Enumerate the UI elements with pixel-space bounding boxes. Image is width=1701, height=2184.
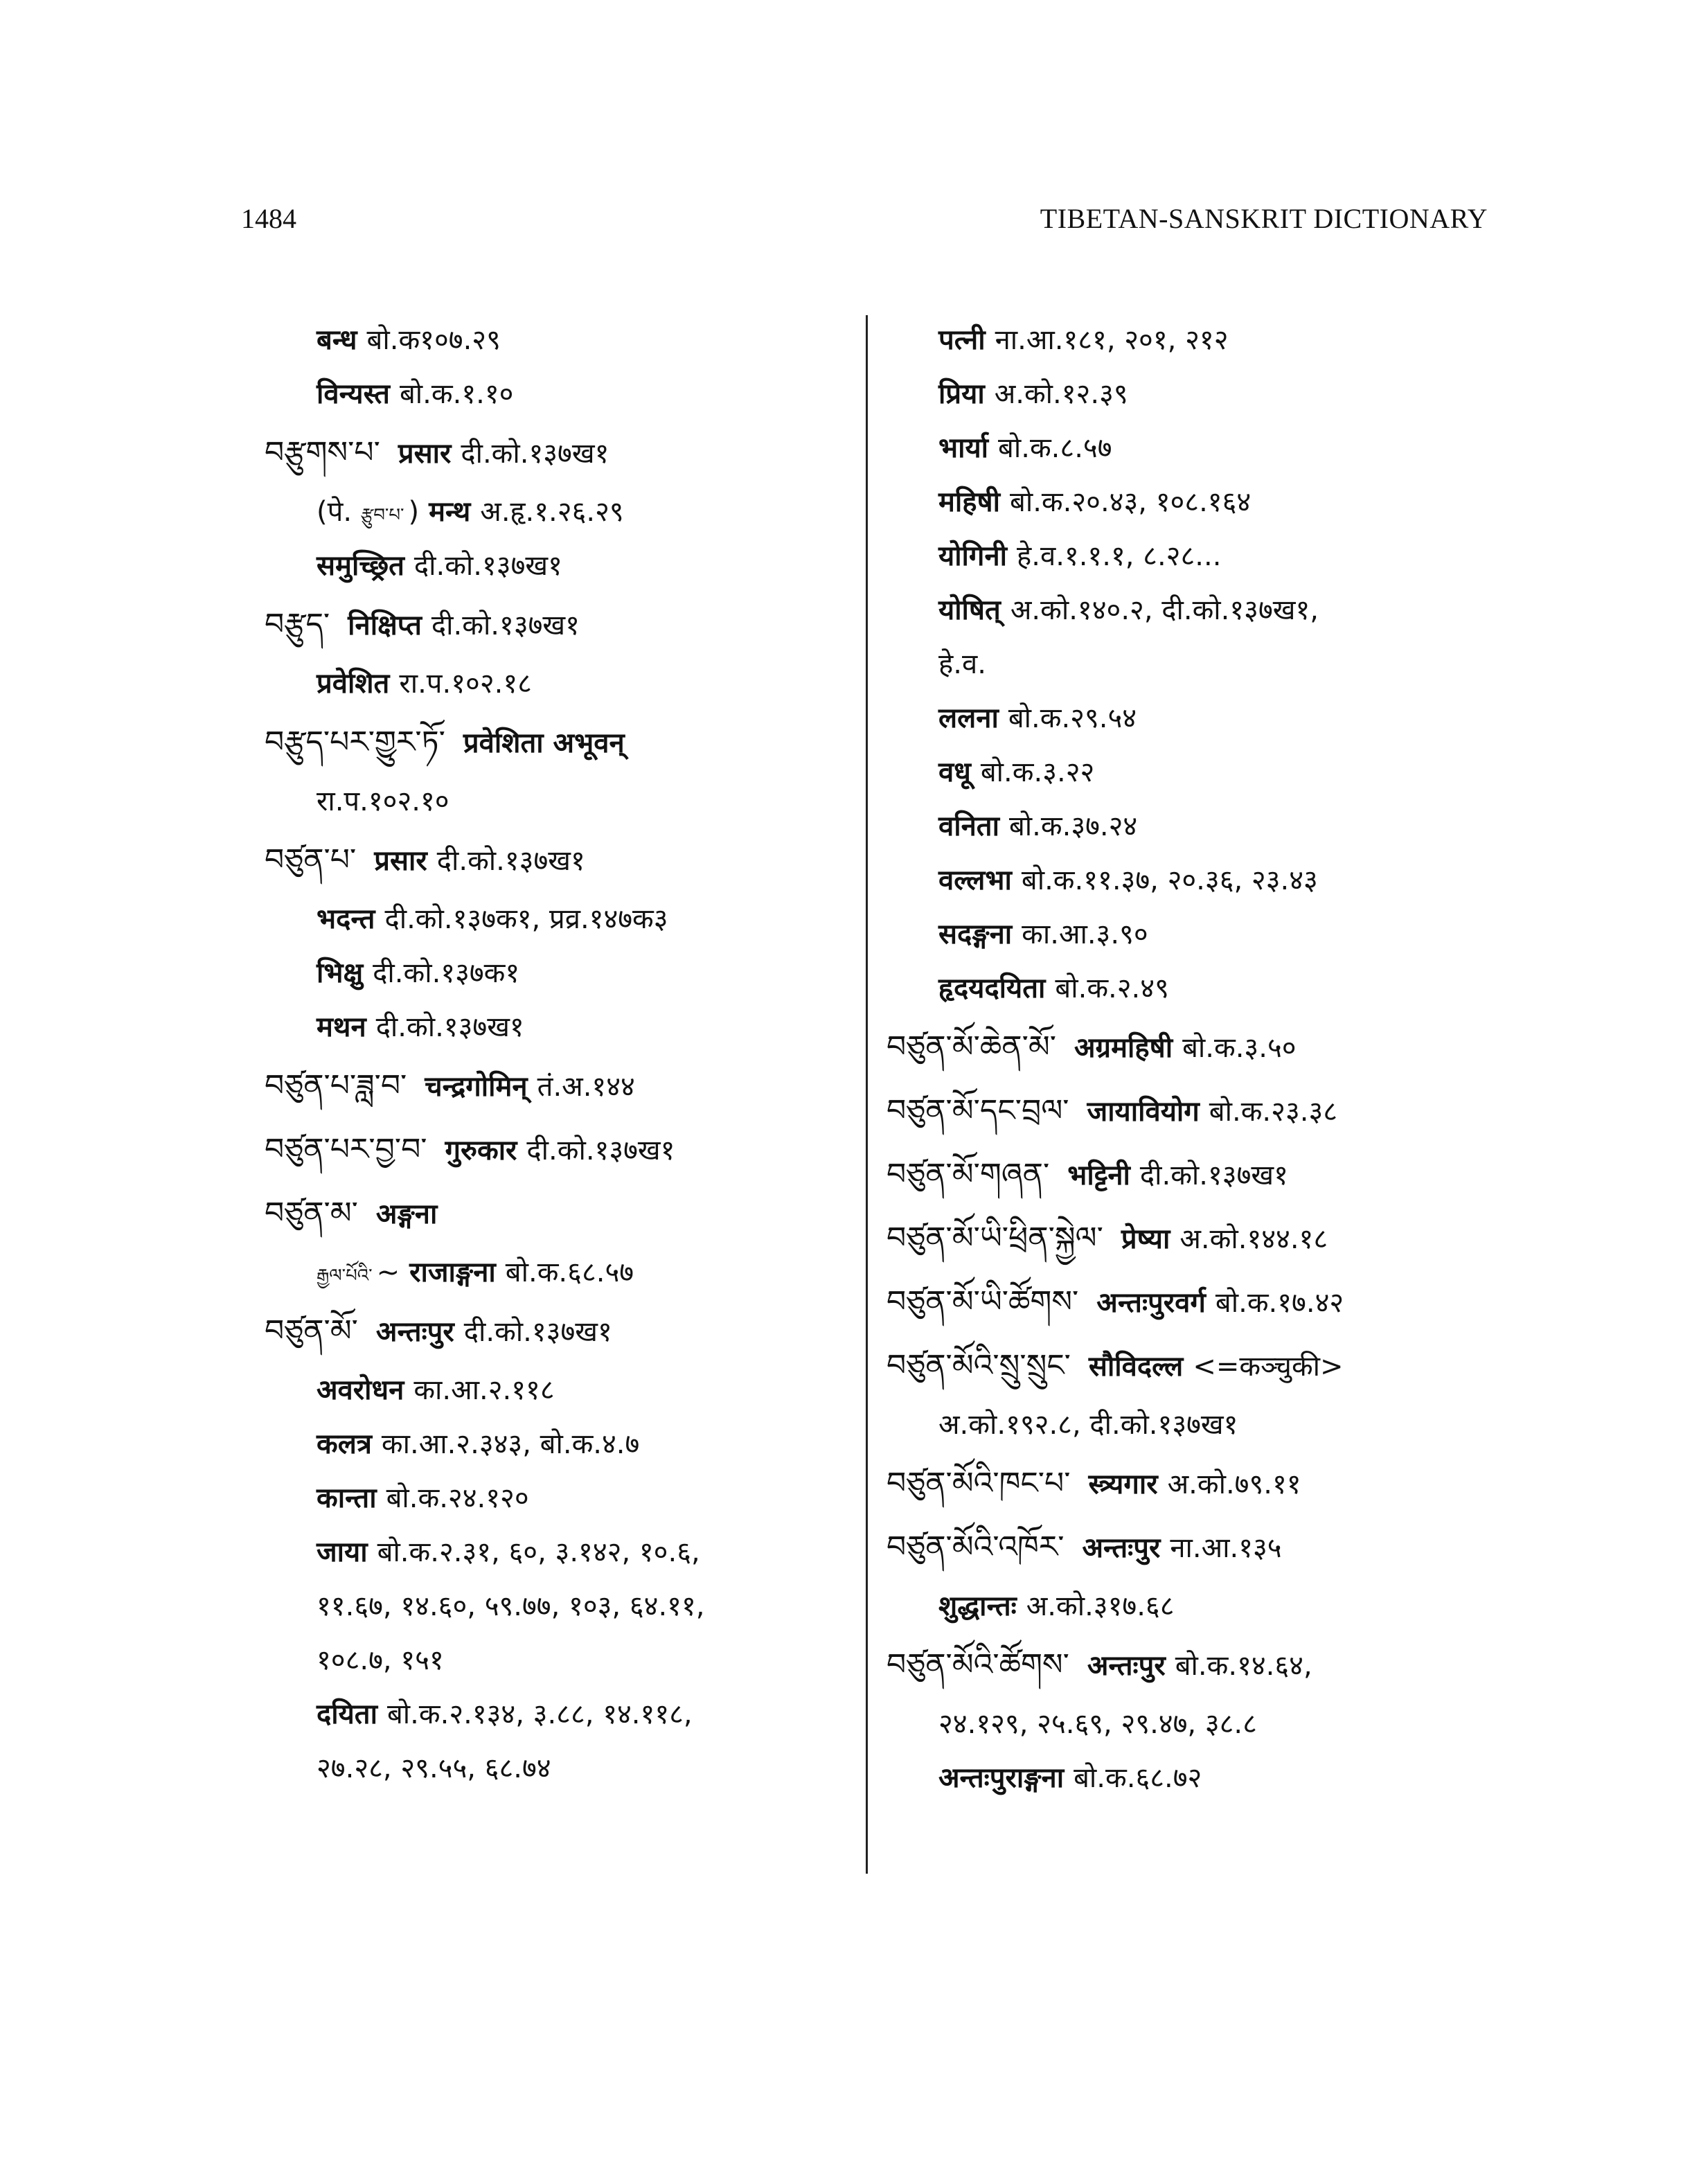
source-reference: अ.को.३१७.६८ — [1026, 1590, 1175, 1622]
source-reference: बो.क.८.५७ — [998, 432, 1112, 464]
source-reference: बो.क.२३.३८ — [1209, 1096, 1338, 1128]
source-reference: अ.को.१४४.१८ — [1179, 1223, 1328, 1255]
tibetan-headword: བཙུན་པ་ — [265, 842, 357, 878]
sanskrit-equivalent: अन्तःपुराङ्गना — [938, 1762, 1065, 1794]
sub-entry — [887, 907, 1496, 961]
sub-entry — [887, 1751, 1496, 1805]
headword-entry — [887, 1452, 1496, 1516]
sub-entry — [265, 1245, 860, 1299]
sub-entry — [887, 313, 1496, 367]
sanskrit-equivalent: योषित् — [938, 594, 1001, 626]
tibetan-headword: བཙུན་མོ་གཞན་ — [887, 1157, 1050, 1192]
source-reference: अ.को.१२.३९ — [994, 378, 1128, 410]
tibetan-headword: བཙུན་མོའི་སྲུ་སྲུང་ — [887, 1348, 1071, 1383]
sanskrit-equivalent: बन्ध — [317, 324, 357, 356]
sub-entry — [265, 946, 860, 1000]
source-reference: बो.क.२.३१, ६०, ३.१४२, १०.६, — [377, 1536, 700, 1568]
sanskrit-equivalent: प्रसार — [398, 438, 452, 470]
sub-entry — [265, 1471, 860, 1525]
source-reference: दी.को.१३७ख१ — [1139, 1160, 1288, 1191]
tibetan-headword: བརྩུད་ — [265, 607, 330, 642]
sub-entry — [265, 539, 860, 593]
compound-tilde: ~ — [376, 1257, 400, 1288]
sanskrit-equivalent: कलत्र — [317, 1428, 372, 1460]
sanskrit-equivalent: अन्तःपुरवर्ग — [1096, 1287, 1206, 1319]
sanskrit-equivalent: अग्रमहिषी — [1074, 1032, 1173, 1064]
sub-entry — [887, 529, 1496, 583]
sanskrit-equivalent: सौविदल्ल — [1088, 1351, 1184, 1383]
source-reference: दी.को.१३७ख१ — [431, 610, 580, 641]
source-reference: हे.व. — [938, 648, 986, 680]
headword-entry — [887, 1516, 1496, 1579]
compound-tibetan: རྒྱལ་པོའི་ — [317, 1266, 373, 1286]
headword-entry — [265, 1054, 860, 1118]
running-title: TIBETAN-SANSKRIT DICTIONARY — [1040, 203, 1488, 234]
sub-entry — [265, 1579, 860, 1633]
source-reference: का.आ.२.११८ — [413, 1374, 555, 1406]
sanskrit-equivalent: निक्षिप्त — [348, 610, 422, 641]
source-reference: ना.आ.१८१, २०१, २१२ — [995, 324, 1229, 356]
tibetan-headword: བཙུན་པ་ཟླ་བ་ — [265, 1068, 407, 1103]
tibetan-headword: བཙུན་མོའི་ཁང་པ་ — [887, 1466, 1071, 1501]
tibetan-headword: བཙུན་མོ་ཡི་ཚོགས་ — [887, 1284, 1079, 1320]
sub-entry — [887, 637, 1496, 691]
source-reference: रा.प.१०२.१८ — [399, 668, 532, 700]
source-reference: अ.को.१९२.८, दी.को.१३७ख१ — [938, 1409, 1238, 1441]
sanskrit-equivalent: ललना — [938, 702, 999, 734]
source-reference: २४.१२९, २५.६९, २९.४७, ३८.८ — [938, 1708, 1257, 1740]
source-reference: बो.क.२४.१२० — [386, 1482, 529, 1514]
headword-entry — [887, 1143, 1496, 1207]
source-reference: <=कञ्चुकी> — [1193, 1351, 1344, 1383]
source-reference: बो.क.१.१० — [399, 378, 514, 410]
source-reference: १०८.७, १५१ — [317, 1644, 444, 1676]
source-reference: दी.को.१३७ख१ — [436, 845, 585, 877]
source-reference: बो.क.२.१३४, ३.८८, १४.११८, — [386, 1698, 693, 1730]
sanskrit-equivalent: अन्तःपुर — [1082, 1532, 1161, 1564]
sanskrit-equivalent: शुद्धान्तः — [938, 1590, 1017, 1622]
sub-entry — [265, 1741, 860, 1795]
headword-entry — [887, 1633, 1496, 1697]
source-reference: बो.क.३७.२४ — [1008, 810, 1138, 842]
source-reference: अ.को.७९.११ — [1167, 1468, 1301, 1500]
column-divider — [866, 315, 868, 1874]
sub-entry — [265, 1687, 860, 1741]
source-reference: बो.क.३.२२ — [980, 756, 1095, 788]
source-reference: रा.प.१०२.१० — [317, 785, 449, 817]
sub-entry — [265, 774, 860, 828]
headword-entry — [887, 1334, 1496, 1398]
sanskrit-equivalent: भार्या — [938, 432, 989, 464]
source-reference: दी.को.१३७ख१ — [375, 1011, 524, 1043]
headword-entry — [265, 711, 860, 774]
sanskrit-equivalent: अङ्गना — [375, 1198, 438, 1230]
sanskrit-equivalent: प्रिया — [938, 378, 985, 410]
sub-entry — [887, 745, 1496, 799]
headword-entry — [265, 1182, 860, 1245]
headword-entry — [887, 1207, 1496, 1270]
sub-entry — [265, 313, 860, 367]
sanskrit-equivalent: मथन — [317, 1011, 366, 1043]
tibetan-headword: བཙུན་མོ་དང་བྲལ་ — [887, 1093, 1069, 1128]
sanskrit-equivalent: भट्टिनी — [1067, 1160, 1130, 1191]
sanskrit-equivalent: अन्तःपुर — [375, 1316, 454, 1348]
source-reference: बो.क.११.३७, २०.३६, २३.४३ — [1021, 864, 1318, 896]
source-reference: अ.हृ.१.२६.२९ — [480, 496, 624, 528]
sub-entry — [265, 657, 860, 711]
note-suffix: ) — [408, 496, 420, 528]
sub-entry — [265, 367, 860, 421]
sanskrit-equivalent: विन्यस्त — [317, 378, 390, 410]
sanskrit-equivalent: प्रवेशित — [317, 668, 390, 700]
source-reference: बो.क.६८.७२ — [1074, 1762, 1202, 1794]
headword-entry — [887, 1015, 1496, 1079]
sanskrit-equivalent: वल्लभा — [938, 864, 1012, 896]
sanskrit-equivalent: हृदयदयिता — [938, 973, 1046, 1004]
source-reference: बो.क.६८.५७ — [505, 1257, 634, 1288]
page-number: 1484 — [241, 203, 296, 234]
source-reference: बो.क.१७.४२ — [1215, 1287, 1344, 1319]
source-reference: दी.को.१३७क१, प्रव्र.१४७क३ — [384, 903, 668, 935]
headword-entry — [265, 828, 860, 892]
sanskrit-equivalent: समुच्छ्रित — [317, 550, 404, 582]
sub-entry — [887, 853, 1496, 907]
sub-entry — [265, 485, 860, 539]
tibetan-headword: བཙུན་མོའི་ཚོགས་ — [887, 1647, 1069, 1683]
headword-entry — [265, 1299, 860, 1363]
source-reference: ना.आ.१३५ — [1170, 1532, 1282, 1564]
page-header — [0, 202, 1701, 244]
tibetan-headword: བཙུན་མོ་ — [265, 1313, 358, 1349]
headword-entry — [265, 421, 860, 485]
tibetan-headword: བཙུན་མོ་ཡི་ཕྲིན་སྐྱེལ་ — [887, 1220, 1103, 1256]
source-reference: ११.६७, १४.६०, ५९.७७, १०३, ६४.११, — [317, 1590, 705, 1622]
sanskrit-equivalent: चन्द्रगोमिन् — [425, 1071, 528, 1103]
source-reference: तं.अ.१४४ — [537, 1071, 635, 1103]
sub-entry — [265, 1363, 860, 1417]
source-reference: बो.क.१४.६४, — [1175, 1650, 1312, 1682]
sanskrit-equivalent: जायावियोग — [1087, 1096, 1200, 1128]
source-reference: बो.क.२९.५४ — [1008, 702, 1137, 734]
right-column — [887, 313, 1496, 1805]
sub-entry — [887, 1697, 1496, 1751]
tibetan-headword: བཙུན་མོའི་འཁོར་ — [887, 1529, 1065, 1565]
sanskrit-equivalent: अवरोधन — [317, 1374, 404, 1406]
sub-entry — [887, 799, 1496, 853]
sanskrit-equivalent: वनिता — [938, 810, 999, 842]
source-reference: दी.को.१३७ख१ — [461, 438, 609, 470]
sanskrit-equivalent: मन्थ — [429, 496, 471, 528]
headword-entry — [887, 1079, 1496, 1143]
tibetan-headword: བརྩུད་པར་གྱུར་ཏོ་ — [265, 725, 445, 760]
source-reference: दी.को.१३७ख१ — [413, 550, 562, 582]
sanskrit-equivalent: कान्ता — [317, 1482, 377, 1514]
sanskrit-equivalent: दयिता — [317, 1698, 377, 1730]
sub-entry — [887, 421, 1496, 475]
tibetan-headword: བཙུན་པར་བྱ་བ་ — [265, 1132, 427, 1167]
sanskrit-equivalent: महिषी — [938, 486, 1000, 518]
sanskrit-equivalent: पत्नी — [938, 324, 986, 356]
tibetan-headword: བཙུན་མོ་ཆེན་མོ་ — [887, 1029, 1056, 1065]
source-reference: हे.व.१.१.१, ८.२८... — [1017, 540, 1222, 572]
note-prefix: (पे. — [317, 496, 353, 528]
sanskrit-equivalent: योगिनी — [938, 540, 1007, 572]
headword-entry — [265, 1118, 860, 1182]
sub-entry — [887, 691, 1496, 745]
source-reference: बो.क१०७.२९ — [366, 324, 501, 356]
sub-entry — [887, 1579, 1496, 1633]
source-reference: बो.क.३.५० — [1182, 1032, 1297, 1064]
sub-entry — [265, 892, 860, 946]
left-column — [265, 313, 860, 1795]
source-reference: बो.क.२.४९ — [1055, 973, 1169, 1004]
sanskrit-equivalent: स्त्र्यगार — [1088, 1468, 1158, 1500]
tibetan-headword: བརྩུགས་པ་ — [265, 435, 380, 470]
sanskrit-equivalent: वधू — [938, 756, 971, 788]
source-reference: २७.२८, २९.५५, ६८.७४ — [317, 1752, 551, 1784]
sub-entry — [265, 1000, 860, 1054]
sub-entry — [887, 1398, 1496, 1452]
tibetan-headword: བཙུན་མ་ — [265, 1196, 358, 1231]
sanskrit-equivalent: राजाङ्गना — [409, 1257, 496, 1288]
sub-entry — [265, 1633, 860, 1687]
headword-entry — [265, 593, 860, 657]
source-reference: दी.को.१३७ख१ — [526, 1135, 675, 1166]
sanskrit-equivalent: प्रेष्या — [1121, 1223, 1170, 1255]
source-reference: का.आ.२.३४३, बो.क.४.७ — [381, 1428, 640, 1460]
sanskrit-equivalent: भिक्षु — [317, 957, 364, 989]
sub-entry — [887, 475, 1496, 529]
source-reference: का.आ.३.९० — [1022, 918, 1148, 950]
source-reference: दी.को.१३७क१ — [373, 957, 520, 989]
source-reference: दी.को.१३७ख१ — [463, 1316, 612, 1348]
sub-entry — [887, 583, 1496, 637]
sanskrit-equivalent: गुरुकार — [445, 1135, 517, 1166]
sanskrit-equivalent: प्रसार — [374, 845, 427, 877]
sanskrit-equivalent: जाया — [317, 1536, 368, 1568]
sanskrit-equivalent: सदङ्गना — [938, 918, 1013, 950]
sub-entry — [887, 961, 1496, 1015]
sub-entry — [265, 1417, 860, 1471]
note-tibetan: རྩུབ་པ་ — [360, 505, 404, 526]
sanskrit-equivalent: अन्तःपुर — [1087, 1650, 1166, 1682]
sub-entry — [887, 367, 1496, 421]
sub-entry — [265, 1525, 860, 1579]
headword-entry — [887, 1270, 1496, 1334]
sanskrit-equivalent: प्रवेशिता अभूवन् — [463, 727, 625, 759]
source-reference: बो.क.२०.४३, १०८.१६४ — [1010, 486, 1252, 518]
sanskrit-equivalent: भदन्त — [317, 903, 375, 935]
source-reference: अ.को.१४०.२, दी.को.१३७ख१, — [1010, 594, 1319, 626]
